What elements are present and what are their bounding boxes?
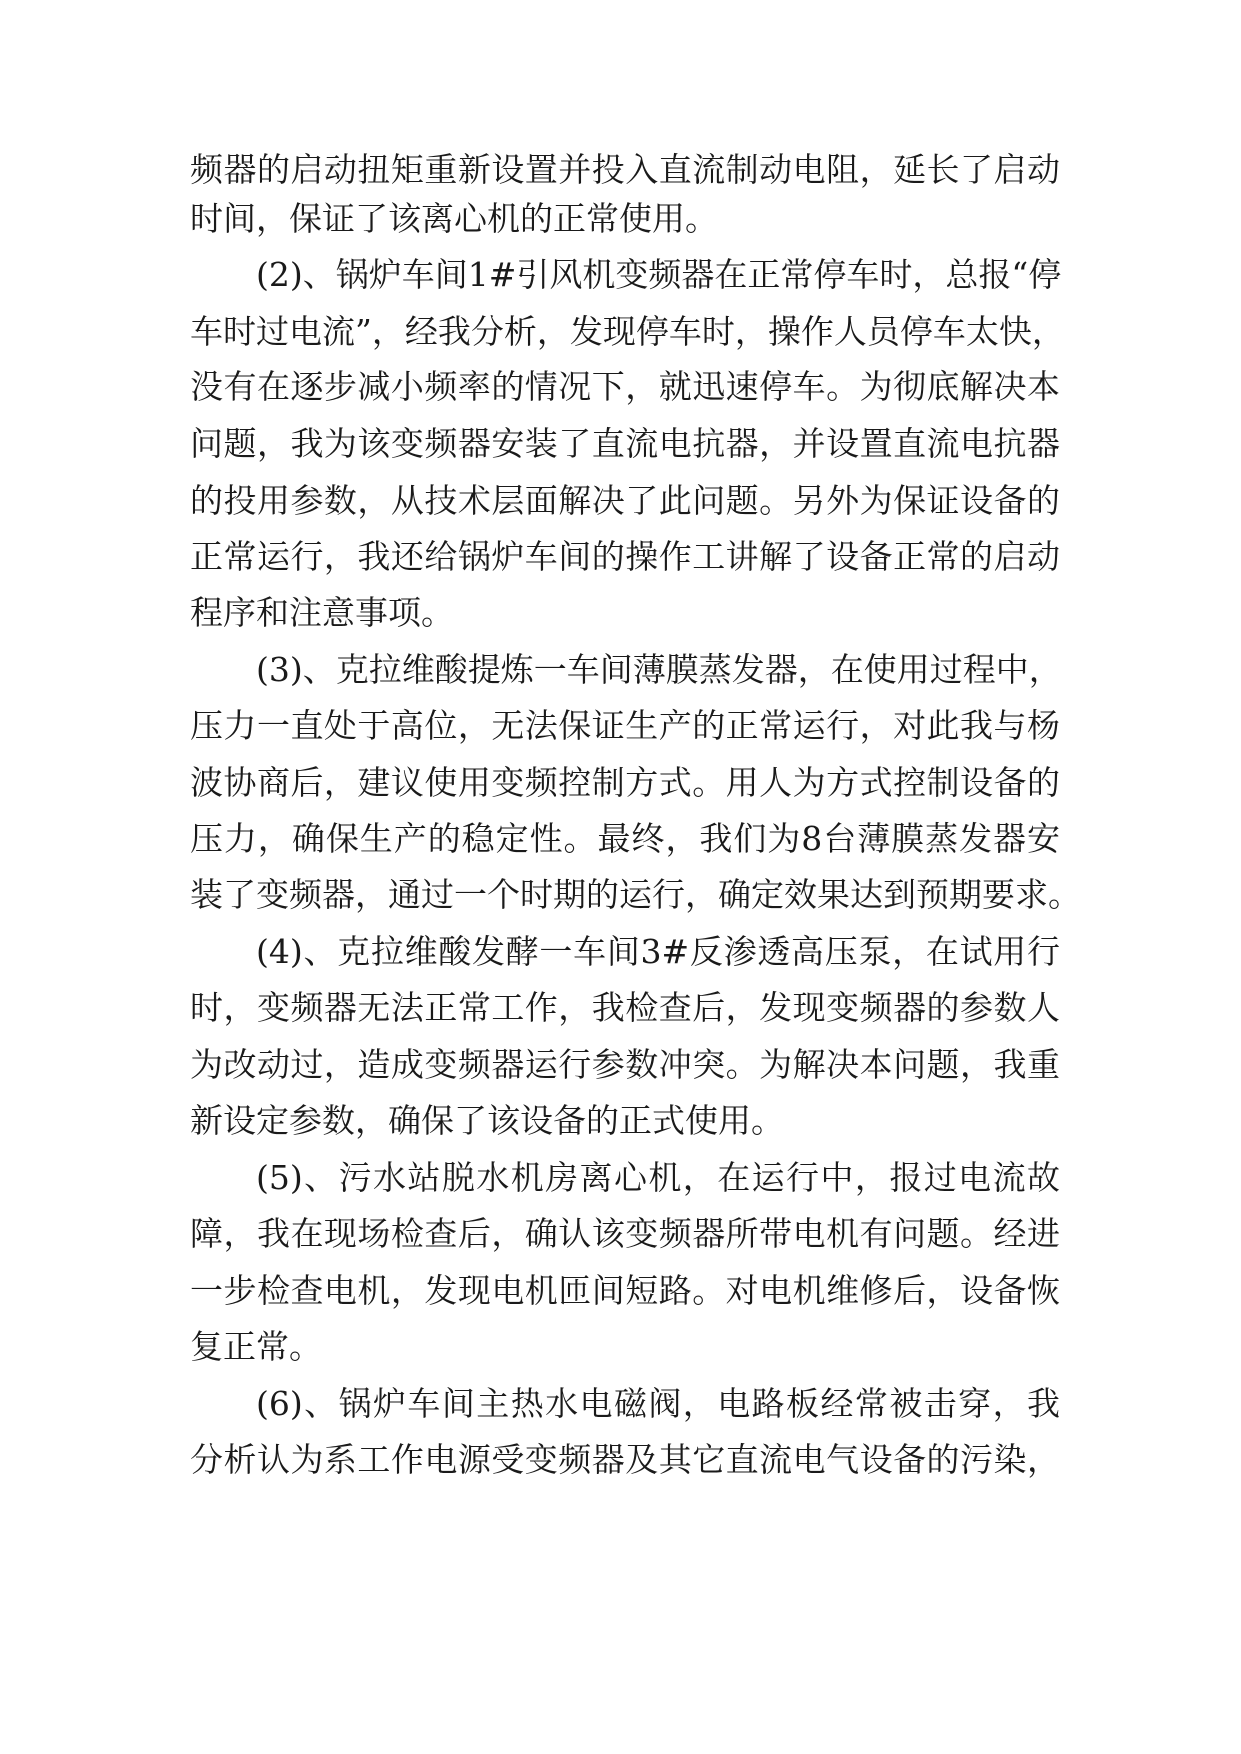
text-line: 新设定参数，确保了该设备的正式使用。 <box>190 1101 784 1140</box>
text-line: 没有在逐步减小频率的情况下，就迅速停车。为彻底解决本 <box>190 367 1060 406</box>
text-line: 为改动过，造成变频器运行参数冲突。为解决本问题，我重 <box>190 1045 1060 1084</box>
text-line: (2)、锅炉车间1#引风机变频器在正常停车时，总报“停 <box>256 255 1062 294</box>
text-line: 分析认为系工作电源受变频器及其它直流电气设备的污染， <box>190 1440 1060 1479</box>
text-line: 时间，保证了该离心机的正常使用。 <box>190 199 718 238</box>
text-line: (6)、锅炉车间主热水电磁阀，电路板经常被击穿，我 <box>256 1384 1060 1423</box>
text-line: 障，我在现场检查后，确认该变频器所带电机有问题。经进 <box>190 1214 1060 1253</box>
text-line: 装了变频器，通过一个时期的运行，确定效果达到预期要求。 <box>190 875 1081 914</box>
text-line: 压力一直处于高位，无法保证生产的正常运行，对此我与杨 <box>190 706 1060 745</box>
text-line: 程序和注意事项。 <box>190 593 454 632</box>
text-line: (5)、污水站脱水机房离心机，在运行中，报过电流故 <box>256 1158 1060 1197</box>
text-line: 压力，确保生产的稳定性。最终，我们为8台薄膜蒸发器安 <box>190 819 1060 858</box>
text-line: 频器的启动扭矩重新设置并投入直流制动电阻，延长了启动 <box>190 150 1060 189</box>
text-line: 正常运行，我还给锅炉车间的操作工讲解了设备正常的启动 <box>190 537 1060 576</box>
text-line: (3)、克拉维酸提炼一车间薄膜蒸发器，在使用过程中， <box>256 650 1062 689</box>
text-line: 车时过电流”，经我分析，发现停车时，操作人员停车太快， <box>190 312 1065 351</box>
text-line: 一步检查电机，发现电机匝间短路。对电机维修后，设备恢 <box>190 1271 1060 1310</box>
text-line: 问题，我为该变频器安装了直流电抗器，并设置直流电抗器 <box>190 424 1060 463</box>
text-line: 复正常。 <box>190 1327 322 1366</box>
text-line: 的投用参数，从技术层面解决了此问题。另外为保证设备的 <box>190 481 1060 520</box>
text-line: (4)、克拉维酸发酵一车间3#反渗透高压泵，在试用行 <box>256 932 1060 971</box>
text-line: 时，变频器无法正常工作，我检查后，发现变频器的参数人 <box>190 988 1060 1027</box>
text-line: 波协商后，建议使用变频控制方式。用人为方式控制设备的 <box>190 763 1060 802</box>
